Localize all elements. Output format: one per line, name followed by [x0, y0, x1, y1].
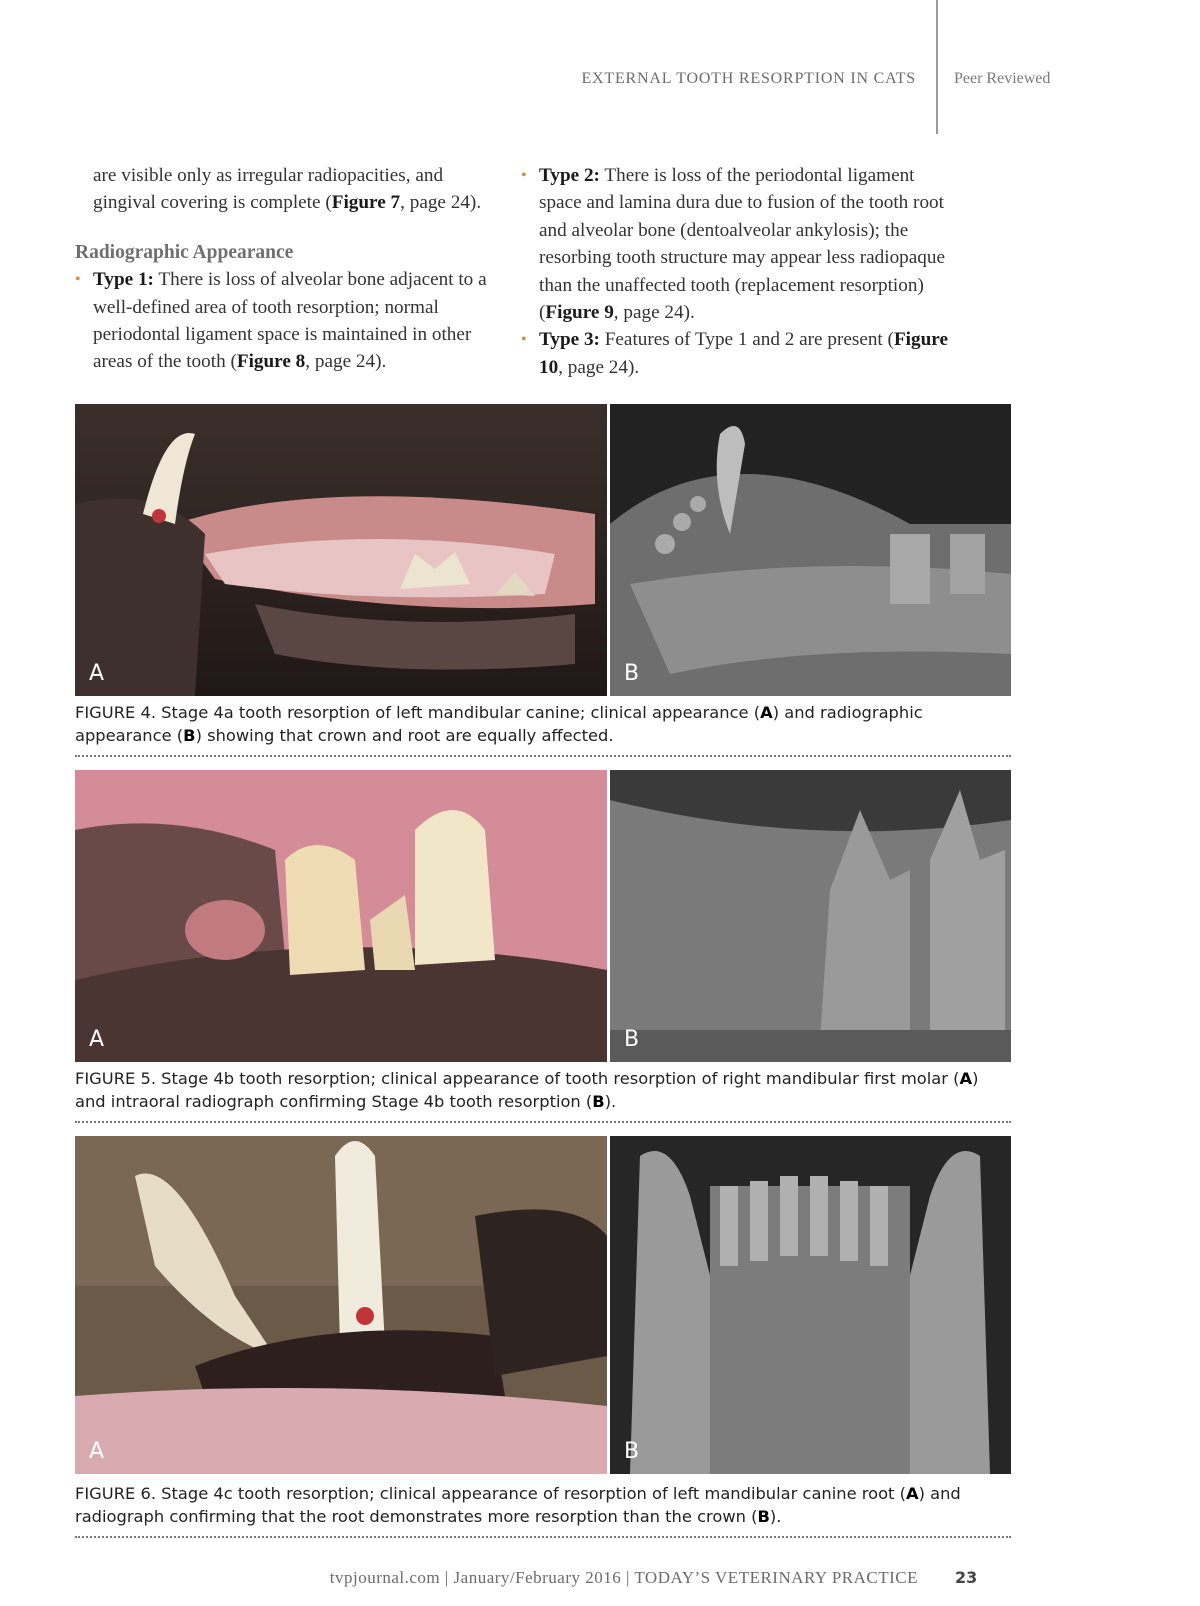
clinical-photo — [75, 404, 607, 696]
list-item: • Type 3: Features of Type 1 and 2 are present (Figure 10, page 24). — [521, 326, 951, 381]
radiograph — [610, 404, 1011, 696]
clinical-photo — [75, 770, 607, 1062]
text-column-left — [75, 162, 495, 376]
radiograph — [610, 1136, 1011, 1474]
panel-label: A — [89, 1027, 105, 1052]
panel-label: B — [624, 661, 640, 686]
figure-reference: Figure 8 — [236, 351, 306, 373]
continuation-paragraph: are visible only as irregular radiopacities, and gingival covering is complete (Figure 7, page 24). — [93, 165, 482, 214]
running-header-section: Peer Reviewed — [954, 70, 1051, 87]
divider — [75, 1121, 1011, 1123]
page-footer: tvpjournal.com | January/February 2016 | TODAY’S VETERINARY PRACTICE — [329, 1568, 918, 1587]
figure-4 — [75, 404, 1011, 696]
radiograph — [610, 770, 1011, 1062]
figure-reference: Figure 10 — [539, 329, 948, 378]
list-item: • Type 1: There is loss of alveolar bone adjacent to a well-defined area of tooth resorption; normal periodontal ligament space is maintained in other areas of the tooth (Figure 8, page 24). — [75, 266, 495, 376]
divider — [75, 1536, 1011, 1538]
figure-6 — [75, 1136, 1011, 1474]
bullet-icon: • — [75, 271, 81, 289]
running-header-title: EXTERNAL TOOTH RESORPTION IN CATS — [581, 70, 916, 87]
clinical-photo — [75, 1136, 607, 1474]
figure-5 — [75, 770, 1011, 1062]
figure-caption: FIGURE 5. Stage 4b tooth resorption; clinical appearance of tooth resorption of right mandibular first molar (A) and intraoral radiograph confirming Stage 4b tooth resorption (B). — [75, 1069, 979, 1111]
panel-label: A — [89, 661, 105, 686]
figure-reference: Figure 7 — [331, 192, 401, 214]
page-number: 23 — [955, 1568, 978, 1587]
bullet-icon: • — [521, 167, 527, 184]
panel-label: A — [89, 1439, 105, 1464]
figure-caption: FIGURE 6. Stage 4c tooth resorption; clinical appearance of resorption of left mandibular canine root (A) and radiograph confirming that the root demonstrates more resorption than the crown (B). — [75, 1484, 961, 1526]
bullet-icon: • — [521, 331, 527, 349]
section-heading: Radiographic Appearance — [75, 241, 294, 263]
panel-label: B — [624, 1027, 640, 1052]
type-list — [521, 162, 951, 381]
divider — [75, 755, 1011, 757]
figure-reference: Figure 9 — [545, 302, 614, 324]
text-column-right — [521, 162, 951, 381]
panel-label: B — [624, 1439, 640, 1464]
header-divider — [936, 0, 938, 134]
type-list — [75, 266, 495, 376]
list-item: • Type 2: There is loss of the periodontal ligament space and lamina dura due to fusion of the tooth root and alveolar bone (dentoalveolar ankylosis); the resorbing tooth structure may appear less radiopaque than the unaffected tooth (replacement resorption) (Figure 9, page 24). — [521, 162, 951, 326]
figure-caption: FIGURE 4. Stage 4a tooth resorption of left mandibular canine; clinical appearance (A) and radiographic appearance (B) showing that crown and root are equally affected. — [75, 703, 923, 745]
